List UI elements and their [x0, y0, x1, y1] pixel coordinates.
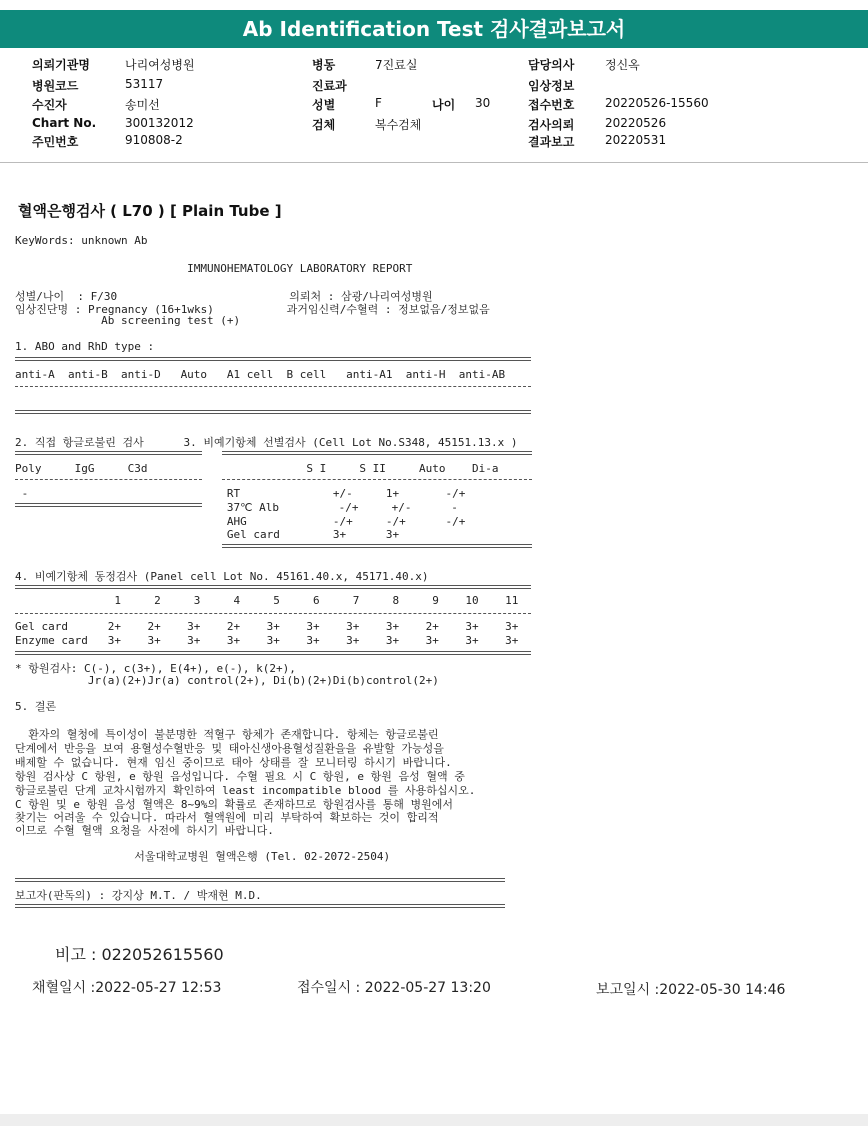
chart-no-label: Chart No. — [32, 116, 97, 130]
sex-value: F — [375, 96, 382, 110]
report-title-bar: Ab Identification Test 검사결과보고서 — [0, 10, 868, 48]
department-label: 진료과 — [312, 79, 347, 93]
conclusion-line: 이므로 수혈 혈액 요청을 사전에 하시기 바랍니다. — [15, 824, 274, 837]
antigen-line-2: Jr(a)(2+)Jr(a) control(2+), Di(b)(2+)Di(b)control(2+) — [15, 674, 439, 687]
conclusion-line: 배제할 수 없습니다. 현재 임신 중이므로 태아 상태를 잘 모니터링 하시기 바랍니다. — [15, 756, 452, 769]
conclusion-line: 찾기는 어려울 수 있습니다. 따라서 혈액원에 미리 부탁하여 확보하는 것이 합리적 — [15, 811, 439, 824]
accession-value: 20220526-15560 — [605, 96, 709, 110]
lab-report-title: IMMUNOHEMATOLOGY LABORATORY REPORT — [15, 262, 413, 275]
sex-label: 성별 — [312, 98, 336, 112]
resident-no-value: 910808-2 — [125, 133, 183, 147]
divider — [15, 479, 202, 480]
reported-datetime: 보고일시 :2022-05-30 14:46 — [596, 982, 786, 998]
accession-label: 접수번호 — [528, 98, 575, 112]
panel-row-enzyme: Enzyme card 3+ 3+ 3+ 3+ 3+ 3+ 3+ 3+ 3+ 3+ 3+ — [15, 634, 519, 647]
bottom-bar — [0, 1114, 868, 1126]
hospital-name-label: 의뢰기관명 — [32, 58, 90, 72]
specimen-label: 검체 — [312, 118, 336, 132]
divider — [15, 357, 531, 361]
reporter-line: 보고자(판독의) : 강지상 M.T. / 박재현 M.D. — [15, 889, 262, 902]
clinical-info-label: 임상정보 — [528, 79, 575, 93]
patient-name-label: 수진자 — [32, 98, 67, 112]
screen-row-37c: 37℃ Alb -/+ +/- - — [15, 501, 458, 514]
conclusion-line: 단계에서 반응을 보여 용혈성수혈반응 및 태아신생아용혈성질환을을 유발할 가능성을 — [15, 742, 444, 755]
divider — [15, 585, 531, 589]
age-value: 30 — [475, 96, 491, 110]
conclusion-line: 항원 검사상 C 항원, e 항원 음성입니다. 수혈 필요 시 C 항원, e 항원 음성 혈액 중 — [15, 770, 465, 783]
age-label: 나이 — [432, 98, 456, 112]
divider — [15, 651, 531, 655]
divider — [222, 451, 532, 455]
divider — [15, 904, 505, 908]
divider — [15, 613, 531, 614]
resident-no-label: 주민번호 — [32, 135, 79, 149]
hospital-name-value: 나리여성병원 — [125, 58, 195, 72]
request-date-value: 20220526 — [605, 116, 667, 130]
ward-value: 7진료실 — [375, 58, 418, 72]
keywords-line: KeyWords: unknown Ab — [15, 234, 148, 247]
specimen-value: 복수검체 — [375, 118, 422, 132]
doctor-value: 정신옥 — [605, 58, 640, 72]
divider — [15, 878, 505, 882]
conclusion-line: 항글로불린 단계 교차시험까지 확인하여 least incompatible blood 를 사용하십시오. — [15, 784, 476, 797]
test-heading: 혈액은행검사 ( L70 ) [ Plain Tube ] — [18, 202, 282, 220]
screening-line: Ab screening test (+) — [15, 314, 241, 327]
sex-age-line: 성별/나이 : F/30 의뢰처 : 삼광/나리여성병원 — [15, 290, 433, 303]
collection-datetime: 채혈일시 :2022-05-27 12:53 — [32, 980, 222, 996]
divider — [222, 544, 532, 548]
screen-row-ahg: AHG -/+ -/+ -/+ — [15, 515, 466, 528]
screen-row-gel: Gel card 3+ 3+ — [15, 528, 400, 541]
patient-header — [0, 48, 868, 163]
ward-label: 병동 — [312, 58, 336, 72]
blood-bank-contact: 서울대학교병원 혈액은행 (Tel. 02-2072-2504) — [15, 850, 391, 863]
divider — [222, 479, 532, 480]
panel-row-gel: Gel card 2+ 2+ 3+ 2+ 3+ 3+ 3+ 3+ 2+ 3+ 3+ — [15, 620, 519, 633]
antigen-line-1: * 항원검사: C(-), c(3+), E(4+), e(-), k(2+), — [15, 662, 296, 675]
diagnosis-line: 임상진단명 : Pregnancy (16+1wks) 과거임신력/수혈력 : 정보없음/정보없음 — [15, 303, 490, 316]
section-dat-and-screen-title: 2. 직접 항글로불린 검사 3. 비예기항체 선별검사 (Cell Lot No.S348, 45151.13.x ) — [15, 436, 518, 449]
section-panel-title: 4. 비예기항체 동정검사 (Panel cell Lot No. 45161.40.x, 45171.40.x) — [15, 570, 429, 583]
section-abo-title: 1. ABO and RhD type : — [15, 340, 155, 353]
conclusion-line: C 항원 및 e 항원 음성 혈액은 8~9%의 확률로 존재하므로 항원검사를 통해 병원에서 — [15, 798, 453, 811]
hospital-code-label: 병원코드 — [32, 79, 79, 93]
report-date-label: 결과보고 — [528, 135, 575, 149]
divider — [15, 451, 202, 455]
chart-no-value: 300132012 — [125, 116, 194, 130]
divider — [15, 386, 531, 387]
request-date-label: 검사의뢰 — [528, 118, 575, 132]
conclusion-line: 환자의 혈청에 특이성이 불분명한 적혈구 항체가 존재합니다. 항체는 항글로불린 — [15, 728, 439, 741]
doctor-label: 담당의사 — [528, 58, 575, 72]
received-datetime: 접수일시 : 2022-05-27 13:20 — [297, 980, 491, 996]
divider — [15, 410, 531, 414]
abo-header-row: anti-A anti-B anti-D Auto A1 cell B cell anti-A1 anti-H anti-AB — [15, 368, 506, 381]
memo-field: 비고 : 022052615560 — [55, 945, 224, 964]
patient-name-value: 송미선 — [125, 98, 160, 112]
section-conclusion-title: 5. 결론 — [15, 700, 57, 713]
hospital-code-value: 53117 — [125, 77, 164, 91]
screen-row-rt: - RT +/- 1+ -/+ — [15, 487, 466, 500]
panel-header-row: 1 2 3 4 5 6 7 8 9 10 11 — [15, 594, 519, 607]
report-date-value: 20220531 — [605, 133, 667, 147]
dat-and-screen-header-row: Poly IgG C3d S I S II Auto Di-a — [15, 462, 499, 475]
